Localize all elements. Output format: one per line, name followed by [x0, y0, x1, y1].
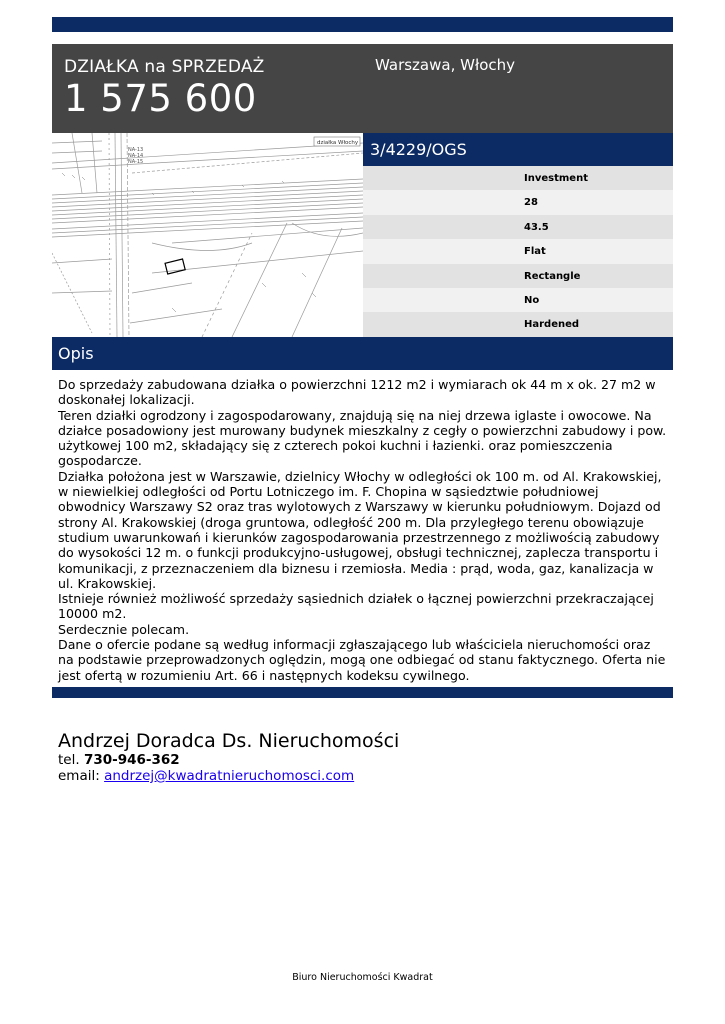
email-link[interactable]: andrzej@kwadratnieruchomosci.com — [104, 768, 355, 784]
footer-office-name: Biuro Nieruchomości Kwadrat — [292, 972, 433, 983]
description-paragraph: Działka położona jest w Warszawie, dzielnicy Włochy w odległości ok 100 m. od Al. Krakowskiej, w niewielkiej odległości od Portu Lotniczego im. F. Chopina w sąsiedztwie południowej obwodnicy Warszawy S2 oraz tras wylotowych z Warszawy w kierunku południowym. Dojazd od strony Al. Krakowskiej (droga gruntowa, odległość 200 m. Dla przyległego terenu obowiązuje studium uwarunkowań i kierunków zagospodarowania przestrzennego z możliwością zabudowy do wysokości 12 m. o funkcji produkcyjno-usługowej, obsługi technicznej, zaplecza transportu i komunikacji, z przeznaczeniem dla biznesu i rzemiosła. Media : prąd, woda, gaz, kanalizacja w ul. Krakowskiej. — [58, 468, 662, 591]
listing-id: 3/4229/OGS — [363, 133, 673, 166]
plot-map-image — [52, 133, 363, 337]
offer-type: DZIAŁKA na SPRZEDAŻ — [64, 57, 265, 77]
phone-label: tel. — [58, 752, 80, 768]
section-title: Opis — [52, 337, 673, 370]
agent-email-line — [58, 768, 399, 784]
map-line-label: NA-13 — [128, 147, 144, 153]
param-row: 43.5 — [363, 215, 673, 239]
location: Warszawa, Włochy — [375, 56, 516, 74]
param-row: Flat — [363, 239, 673, 263]
param-row: No — [363, 288, 673, 312]
description-paragraph: Do sprzedaży zabudowana działka o powierzchni 1212 m2 i wymiarach ok 44 m x ok. 27 m2 w doskonałej lokalizacji. — [58, 377, 656, 408]
description-paragraph: Dane o ofercie podane są według informacji zgłaszającego lub właściciela nieruchomości oraz na podstawie przeprowadzonych oględzin, mogą one odbiegać od stanu faktycznego. Oferta nie jest ofertą w rozumieniu Art. 66 i następnych kodeksu cywilnego. — [58, 637, 666, 683]
map-plot-label: działka Włochy — [317, 140, 359, 146]
email-label: email: — [58, 768, 100, 784]
params-table — [363, 166, 673, 337]
param-row: Hardened — [363, 312, 673, 336]
agent-name: Andrzej Doradca Ds. Nieruchomości — [58, 730, 400, 752]
description-paragraph: Teren działki ogrodzony i zagospodarowany, znajdują się na niej drzewa iglaste i owocowe. Na działce posadowiony jest murowany budynek mieszkalny z cegły o powierzchni zabudowy i pow. użytkowej 100 m2, składający się z czterech pokoi kuchni i łazienki. oraz pomieszczenia gospodarcze. — [58, 407, 667, 469]
price: 1 575 600 — [64, 77, 257, 120]
map-line-label: NA-15 — [128, 159, 144, 165]
phone-number: 730-946-362 — [83, 752, 180, 768]
param-row: Investment — [363, 166, 673, 190]
agent-contact — [58, 730, 399, 784]
bottom-accent-bar — [52, 687, 673, 698]
param-row: Rectangle — [363, 264, 673, 288]
agent-phone-line — [58, 752, 399, 768]
top-accent-bar — [52, 17, 673, 32]
description-paragraph: Serdecznie polecam. — [58, 621, 190, 637]
map-line-label: NA-14 — [128, 153, 144, 159]
description-paragraph: Istnieje również możliwość sprzedaży sąsiednich działek o łącznej powierzchni przekraczającej 10000 m2. — [58, 591, 654, 622]
param-row: 28 — [363, 190, 673, 214]
description — [58, 377, 668, 683]
listing-header — [52, 44, 673, 133]
